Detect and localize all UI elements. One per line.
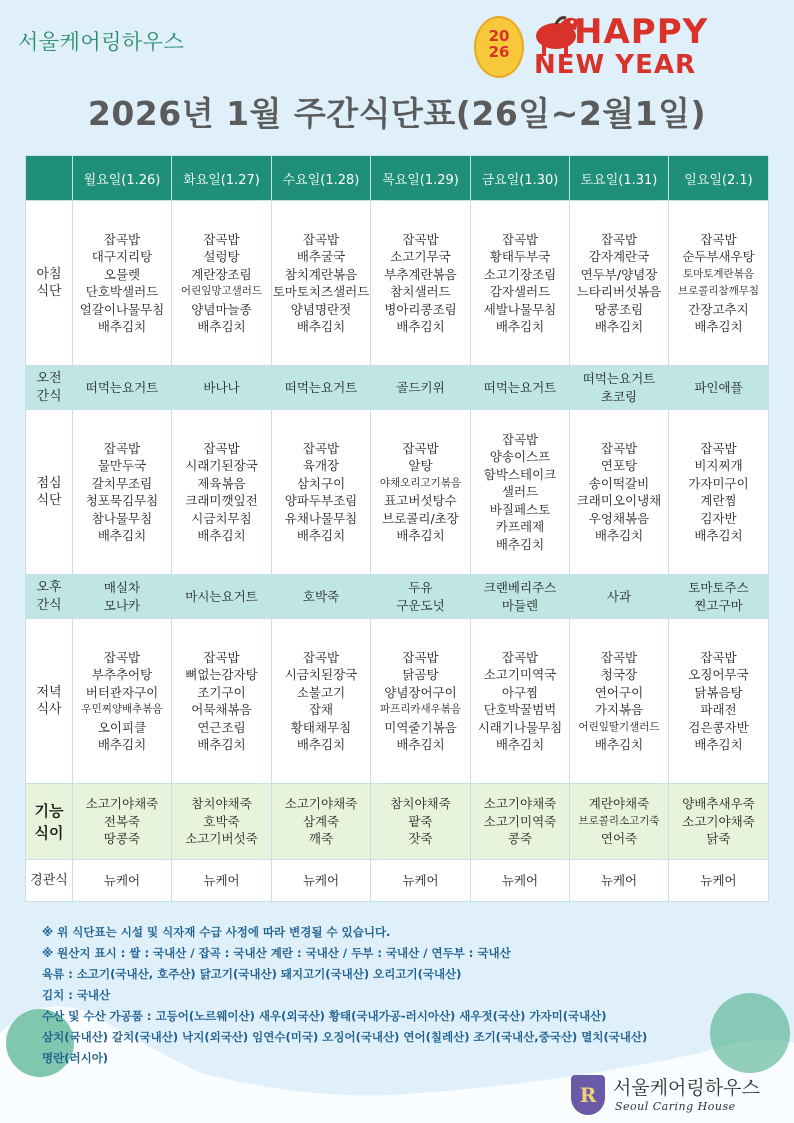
menu-item: 배추김치 — [594, 319, 644, 334]
menu-item: 바나나 — [203, 379, 240, 395]
menu-cell — [172, 201, 272, 366]
menu-item: 뉴케어 — [103, 872, 141, 888]
menu-cell — [471, 575, 570, 619]
row-label-line: 식사 — [36, 702, 62, 717]
year-bottom: 26 — [488, 43, 510, 61]
menu-item: 삼치구이 — [296, 475, 346, 491]
menu-cell — [371, 860, 471, 902]
row-label-line: 점심 — [36, 475, 62, 491]
menu-cell — [73, 410, 172, 575]
menu-item: 크랜베리주스 — [483, 580, 557, 595]
menu-item: 배추김치 — [694, 319, 743, 334]
menu-item: 검은콩자반 — [688, 719, 749, 735]
menu-item: 느타리버섯볶음 — [576, 284, 662, 299]
menu-item: 배추김치 — [594, 528, 644, 543]
menu-item: 배추김치 — [97, 528, 147, 543]
menu-item: 떠먹는요거트 — [483, 379, 557, 395]
menu-item: 닭볶음탕 — [694, 684, 743, 700]
menu-item: 브로콜리참깨무침 — [677, 285, 760, 297]
menu-item: 계란찜 — [700, 493, 737, 508]
menu-item: 소고기야채죽 — [682, 813, 755, 829]
menu-cell — [570, 575, 669, 619]
note-line: ※ 위 식단표는 시설 및 식자재 수급 사정에 따라 변경될 수 있습니다. — [42, 925, 391, 939]
row-label-line: 경관식 — [30, 872, 68, 888]
menu-item: 팥죽 — [408, 813, 433, 829]
day-header: 월요일(1.26) — [73, 156, 172, 201]
menu-item: 배추김치 — [296, 737, 346, 752]
menu-item: 땅콩죽 — [103, 831, 141, 847]
menu-item: 배추김치 — [296, 319, 346, 334]
menu-item: 배추김치 — [495, 536, 545, 552]
row-label-line: 식이 — [34, 823, 64, 842]
day-header: 화요일(1.27) — [172, 156, 272, 201]
menu-item: 소고기버섯죽 — [185, 831, 258, 847]
menu-item: 송이떡갈비 — [588, 475, 650, 491]
menu-item: 마시는요거트 — [185, 588, 258, 604]
day-header: 목요일(1.29) — [371, 156, 471, 201]
menu-item: 갈치무조림 — [91, 475, 153, 491]
menu-cell — [73, 366, 172, 410]
menu-item: 양파두부조림 — [284, 493, 358, 508]
menu-item: 참치계란볶음 — [284, 266, 358, 282]
menu-item: 잡곡밥 — [501, 231, 539, 247]
menu-item: 잡채 — [308, 702, 334, 717]
menu-item: 양념명란젓 — [290, 301, 352, 317]
menu-item: 삼계죽 — [302, 813, 340, 829]
menu-item: 잡곡밥 — [103, 231, 141, 247]
weekly-menu-table — [25, 155, 769, 902]
menu-item: 연어구이 — [594, 684, 644, 700]
menu-item: 잡곡밥 — [203, 231, 240, 247]
menu-item: 잡곡밥 — [103, 649, 141, 665]
row-label — [26, 410, 73, 575]
menu-item: 소고기무국 — [390, 249, 451, 264]
menu-item: 김자반 — [700, 510, 737, 526]
menu-item: 잡곡밥 — [203, 649, 240, 665]
menu-item: 뉴케어 — [600, 872, 638, 888]
menu-item: 비지찌개 — [694, 458, 743, 473]
menu-cell — [371, 619, 471, 784]
menu-item: 감자계란국 — [588, 249, 650, 264]
menu-item: 소고기미역국 — [483, 667, 557, 682]
menu-cell — [172, 860, 272, 902]
menu-cell — [272, 619, 371, 784]
menu-cell — [172, 575, 272, 619]
menu-item: 샐러드 — [501, 484, 539, 500]
menu-item: 부추계란볶음 — [384, 266, 457, 282]
menu-row-snack — [26, 575, 769, 619]
menu-item: 시래기나물무침 — [477, 719, 563, 735]
menu-cell — [669, 575, 769, 619]
menu-item: 떠먹는요거트 — [85, 379, 159, 395]
menu-item: 대구지리탕 — [91, 249, 153, 264]
menu-item: 배추김치 — [694, 737, 743, 752]
menu-item: 토마토치즈샐러드 — [272, 284, 370, 299]
menu-row-func — [26, 784, 769, 860]
menu-item: 물만두국 — [97, 458, 147, 473]
menu-item: 순두부새우탕 — [682, 249, 755, 264]
menu-row-meal — [26, 410, 769, 575]
menu-item: 우민찌양배추볶음 — [81, 703, 163, 715]
menu-item: 배추김치 — [197, 737, 246, 752]
menu-item: 연두부/양념장 — [580, 266, 658, 282]
menu-item: 잡곡밥 — [501, 431, 539, 447]
menu-cell — [669, 201, 769, 366]
menu-item: 콩죽 — [507, 831, 533, 847]
menu-item: 뼈없는감자탕 — [185, 667, 258, 682]
menu-cell — [669, 366, 769, 410]
menu-cell — [570, 784, 669, 860]
menu-cell — [272, 575, 371, 619]
menu-item: 전복죽 — [103, 813, 141, 829]
logo-english: Seoul Caring House — [615, 1100, 736, 1113]
happy-text: HAPPY — [574, 12, 709, 52]
menu-item: 잡곡밥 — [501, 649, 539, 665]
row-label-line: 간식 — [36, 388, 62, 404]
menu-item: 잡곡밥 — [700, 231, 737, 247]
menu-item: 배추김치 — [495, 737, 545, 752]
shield-icon: R — [571, 1075, 605, 1115]
menu-item: 매실차 — [103, 580, 141, 595]
menu-item: 배추김치 — [396, 319, 445, 334]
menu-item: 양송이스프 — [489, 449, 551, 465]
menu-item: 잡곡밥 — [203, 440, 240, 456]
menu-cell — [371, 366, 471, 410]
menu-item: 연근조림 — [197, 719, 246, 735]
menu-item: 잡곡밥 — [700, 440, 737, 456]
menu-cell — [73, 575, 172, 619]
menu-item: 함박스테이크 — [483, 466, 557, 482]
menu-item: 유채나물무침 — [284, 510, 358, 526]
menu-cell — [471, 784, 570, 860]
menu-item: 소고기야채죽 — [85, 796, 159, 812]
row-label — [26, 366, 73, 410]
logo-korean: 서울케어링하우스 — [613, 1077, 760, 1099]
menu-item: 청국장 — [600, 667, 638, 682]
menu-item: 잡곡밥 — [402, 231, 439, 247]
menu-item: 소고기장조림 — [483, 266, 557, 282]
row-label — [26, 575, 73, 619]
menu-row-meal — [26, 201, 769, 366]
menu-cell — [272, 784, 371, 860]
menu-item: 부추추어탕 — [91, 667, 153, 682]
menu-cell — [272, 860, 371, 902]
menu-item: 표고버섯탕수 — [384, 493, 457, 508]
menu-cell — [73, 619, 172, 784]
day-header: 일요일(2.1) — [669, 156, 769, 201]
menu-item: 잡곡밥 — [600, 440, 638, 456]
menu-item: 병아리콩조림 — [384, 301, 457, 317]
menu-item: 감자샐러드 — [489, 284, 551, 299]
menu-item: 브로콜리/초장 — [382, 510, 459, 526]
coin-icon — [474, 16, 524, 78]
menu-item: 초코링 — [600, 388, 638, 404]
menu-item: 설렁탕 — [203, 249, 240, 264]
menu-cell — [371, 410, 471, 575]
day-header: 금요일(1.30) — [471, 156, 570, 201]
menu-item: 야채오리고기볶음 — [379, 476, 462, 489]
menu-item: 배추김치 — [495, 319, 545, 334]
menu-item: 양념장어구이 — [384, 684, 457, 700]
notes-section — [42, 922, 762, 1069]
menu-item: 배추김치 — [396, 528, 445, 543]
menu-item: 제육볶음 — [197, 475, 246, 491]
menu-item: 배추김치 — [594, 737, 644, 752]
menu-item: 카프레제 — [495, 519, 545, 535]
menu-item: 잣죽 — [408, 831, 433, 847]
menu-item: 잡곡밥 — [600, 231, 638, 247]
menu-cell — [73, 201, 172, 366]
menu-item: 연어죽 — [600, 831, 638, 847]
menu-item: 어묵채볶음 — [191, 702, 252, 717]
menu-item: 계란야채죽 — [588, 796, 650, 812]
menu-item: 미역줄기볶음 — [384, 719, 457, 735]
note-line: 육류 : 소고기(국내산, 호주산) 닭고기(국내산) 돼지고기(국내산) 오리고기(국내산) — [42, 967, 462, 981]
menu-cell — [669, 784, 769, 860]
menu-item: 크래미오이냉채 — [576, 493, 662, 508]
menu-item: 단호박샐러드 — [85, 284, 159, 299]
menu-item: 골드키위 — [396, 379, 445, 395]
menu-item: 찐고구마 — [694, 597, 743, 613]
row-label-line: 식단 — [36, 284, 62, 299]
menu-cell — [73, 784, 172, 860]
menu-item: 시금치된장국 — [284, 667, 358, 682]
menu-item: 참치야채죽 — [191, 796, 252, 812]
menu-item: 파프리카새우볶음 — [379, 703, 462, 715]
menu-item: 참나물무침 — [91, 510, 153, 526]
menu-item: 단호박꿀범벅 — [483, 702, 557, 717]
page-title: 2026년 1월 주간식단표(26일~2월1일) — [87, 94, 707, 133]
menu-item: 땅콩조림 — [594, 301, 644, 317]
menu-item: 크래미깻잎전 — [185, 493, 258, 508]
menu-item: 황태채무침 — [290, 719, 352, 735]
menu-item: 모나카 — [103, 597, 141, 613]
menu-item: 뉴케어 — [501, 872, 539, 888]
menu-item: 배추김치 — [97, 737, 147, 752]
menu-item: 뉴케어 — [302, 872, 340, 888]
menu-item: 아구찜 — [501, 684, 539, 700]
menu-item: 바질페스토 — [489, 501, 551, 517]
menu-cell — [471, 366, 570, 410]
menu-item: 시래기된장국 — [185, 458, 258, 473]
menu-item: 깨죽 — [308, 831, 334, 847]
menu-item: 잡곡밥 — [302, 440, 340, 456]
menu-cell — [172, 366, 272, 410]
seoul-caring-house-logo — [571, 1073, 786, 1119]
menu-item: 잡곡밥 — [600, 649, 638, 665]
menu-cell — [471, 410, 570, 575]
menu-item: 가지볶음 — [594, 702, 644, 717]
menu-item: 조기구이 — [197, 684, 246, 700]
menu-item: 배추김치 — [296, 528, 346, 543]
menu-item: 배추김치 — [97, 319, 147, 334]
menu-cell — [272, 410, 371, 575]
menu-item: 어린잎망고샐러드 — [180, 285, 263, 297]
menu-item: 가자미구이 — [688, 475, 749, 491]
menu-item: 버터관자구이 — [85, 684, 159, 700]
menu-item: 배추김치 — [396, 737, 445, 752]
menu-item: 잡곡밥 — [103, 440, 141, 456]
menu-cell — [272, 366, 371, 410]
row-label — [26, 619, 73, 784]
menu-item: 잡곡밥 — [700, 649, 737, 665]
menu-item: 연포탕 — [600, 458, 638, 473]
menu-item: 떠먹는요거트 — [582, 371, 656, 386]
row-label-line: 오후 — [36, 580, 62, 595]
menu-cell — [471, 201, 570, 366]
menu-item: 어린잎딸기샐러드 — [578, 720, 660, 733]
new-year-banner — [474, 10, 764, 82]
menu-cell — [669, 410, 769, 575]
menu-item: 두유 — [408, 580, 433, 595]
menu-cell — [669, 860, 769, 902]
menu-item: 닭곰탕 — [402, 667, 439, 682]
note-line: ※ 원산지 표시 : 쌀 : 국내산 / 잡곡 : 국내산 계란 : 국내산 / 두부 : 국내산 / 연두부 : 국내산 — [42, 946, 511, 960]
menu-item: 토마토계란볶음 — [682, 267, 754, 280]
menu-item: 청포묵김무침 — [85, 493, 159, 508]
menu-item: 토마토주스 — [688, 580, 749, 595]
menu-cell — [172, 619, 272, 784]
note-line: 삼치(국내산) 갈치(국내산) 낙지(외국산) 임연수(미국) 오징어(국내산) 연어(칠레산) 조기(국내산,중국산) 멸치(국내산) — [42, 1030, 648, 1044]
menu-item: 떠먹는요거트 — [284, 379, 358, 395]
menu-item: 알탕 — [408, 458, 433, 473]
menu-item: 오이피클 — [97, 719, 147, 735]
menu-cell — [669, 619, 769, 784]
menu-item: 계란장조림 — [191, 266, 252, 282]
note-line: 수산 및 수산 가공품 : 고등어(노르웨이산) 새우(외국산) 황태(국내가공-러시아산) 새우젓(국산) 가자미(국내산) — [42, 1009, 607, 1023]
menu-cell — [371, 575, 471, 619]
menu-cell — [172, 410, 272, 575]
header-corner — [26, 156, 73, 201]
menu-item: 호박죽 — [203, 813, 240, 829]
menu-item: 오믈렛 — [103, 266, 141, 282]
menu-cell — [471, 619, 570, 784]
menu-item: 소고기야채죽 — [483, 796, 557, 812]
menu-item: 배추굴국 — [296, 249, 346, 264]
note-line: 명란(러시아) — [42, 1051, 109, 1065]
row-label-line: 아침 — [36, 266, 62, 282]
menu-item: 배추김치 — [694, 528, 743, 543]
note-line: 김치 : 국내산 — [42, 988, 111, 1002]
menu-item: 간장고추지 — [688, 301, 749, 317]
menu-row-snack — [26, 366, 769, 410]
table-header-row — [26, 156, 769, 201]
menu-cell — [570, 201, 669, 366]
row-label-line: 저녁 — [36, 684, 62, 700]
menu-item: 얼갈이나물무침 — [79, 301, 165, 317]
menu-item: 양배추새우죽 — [682, 796, 755, 812]
menu-item: 잡곡밥 — [302, 649, 340, 665]
year-top: 20 — [488, 27, 510, 45]
menu-item: 참치샐러드 — [390, 284, 451, 299]
day-header: 수요일(1.28) — [272, 156, 371, 201]
menu-item: 사과 — [606, 588, 632, 604]
row-label-line: 간식 — [36, 597, 62, 613]
menu-item: 우엉채볶음 — [588, 510, 650, 526]
menu-item: 잡곡밥 — [402, 440, 439, 456]
menu-cell — [371, 784, 471, 860]
menu-item: 뉴케어 — [402, 872, 439, 888]
menu-item: 양념마늘종 — [191, 301, 252, 317]
menu-row-meal — [26, 619, 769, 784]
menu-cell — [172, 784, 272, 860]
menu-item: 닭죽 — [706, 831, 731, 847]
row-label — [26, 860, 73, 902]
menu-item: 파래전 — [700, 702, 737, 717]
menu-cell — [272, 201, 371, 366]
menu-cell — [570, 410, 669, 575]
menu-item: 호박죽 — [302, 588, 340, 604]
row-label — [26, 784, 73, 860]
menu-item: 잡곡밥 — [302, 231, 340, 247]
menu-cell — [371, 201, 471, 366]
row-label-line: 식단 — [36, 493, 62, 508]
menu-cell — [570, 860, 669, 902]
menu-item: 시금치무침 — [191, 510, 252, 526]
menu-item: 뉴케어 — [203, 872, 240, 888]
row-label-line: 기능 — [34, 801, 64, 820]
new-year-text: NEW YEAR — [534, 50, 696, 80]
menu-item: 잡곡밥 — [402, 649, 439, 665]
menu-item: 마들렌 — [501, 597, 539, 613]
menu-cell — [570, 619, 669, 784]
menu-item: 오징어무국 — [688, 667, 749, 682]
menu-item: 세발나물무침 — [483, 301, 557, 317]
menu-item: 참치야채죽 — [390, 796, 451, 812]
row-label — [26, 201, 73, 366]
menu-item: 황태두부국 — [489, 249, 551, 264]
menu-item: 소고기미역죽 — [483, 813, 557, 829]
menu-cell — [570, 366, 669, 410]
menu-item: 육개장 — [302, 458, 340, 473]
menu-item: 소불고기 — [296, 684, 346, 700]
menu-item: 배추김치 — [197, 528, 246, 543]
menu-item: 소고기야채죽 — [284, 796, 358, 812]
menu-item: 구운도넛 — [396, 597, 445, 613]
menu-item: 파인애플 — [694, 379, 743, 395]
day-header: 토요일(1.31) — [570, 156, 669, 201]
brand-name: 서울케어링하우스 — [18, 30, 185, 54]
menu-cell — [73, 860, 172, 902]
menu-item: 배추김치 — [197, 319, 246, 334]
menu-item: 뉴케어 — [700, 872, 737, 888]
menu-row-tube — [26, 860, 769, 902]
row-label-line: 오전 — [36, 371, 62, 386]
menu-item: 브로콜리소고기죽 — [578, 814, 660, 827]
menu-cell — [471, 860, 570, 902]
menu-body — [26, 201, 769, 902]
